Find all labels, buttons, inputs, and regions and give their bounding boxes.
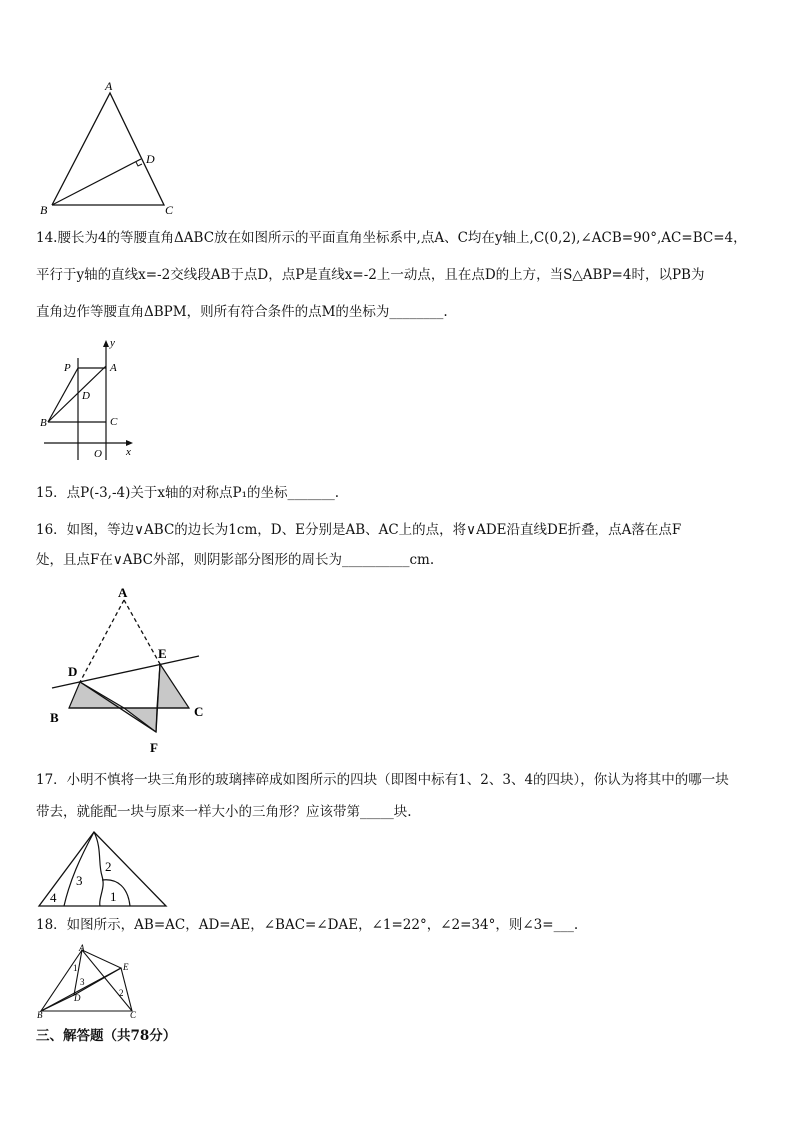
question-15: 15．点P(-3,-4)关于x轴的对称点P₁的坐标_______.	[36, 485, 340, 501]
label-y: y	[110, 338, 115, 349]
piece-4-label: 4	[50, 890, 57, 905]
angle-2-label: 2	[119, 988, 124, 998]
label-D: D	[74, 993, 81, 1003]
label-F: F	[150, 740, 158, 755]
label-B: B	[40, 417, 47, 429]
label-B: B	[50, 710, 59, 725]
label-C: C	[165, 203, 174, 217]
label-E: E	[158, 646, 167, 661]
question-14-line-1: 14.腰长为4的等腰直角ΔABC放在如图所示的平面直角坐标系中,点A、C均在y轴上,C(0,2),∠ACB=90°,AC=BC=4，	[36, 230, 747, 246]
figure-18-triangles	[36, 942, 146, 1018]
label-D: D	[68, 664, 78, 679]
label-A: A	[105, 79, 113, 93]
label-P: P	[64, 362, 71, 374]
label-O: O	[94, 448, 102, 460]
question-14-line-2: 平行于y轴的直线x=-2交线段AB于点D，点P是直线x=-2上一动点，且在点D的上方，当S△ABP=4时，以PB为	[36, 267, 705, 283]
figure-16-fold	[44, 582, 224, 757]
piece-3-label: 3	[76, 873, 83, 888]
label-A: A	[110, 362, 117, 374]
piece-1-label: 1	[110, 889, 117, 904]
label-D: D	[82, 390, 90, 402]
label-D: D	[146, 152, 155, 166]
question-14-line-3: 直角边作等腰直角ΔBPM，则所有符合条件的点M的坐标为________.	[36, 304, 448, 320]
figure-17-broken-triangle	[36, 828, 171, 910]
angle-3-label: 3	[80, 977, 85, 987]
figure-14-coordinate-plane	[36, 338, 146, 463]
question-17-line-1: 17．小明不慎将一块三角形的玻璃摔碎成如图所示的四块（即图中标有1、2、3、4的四块），你认为将其中的哪一块	[36, 772, 729, 788]
label-A: A	[79, 943, 85, 953]
label-x: x	[126, 446, 131, 458]
angle-1-label: 1	[73, 963, 78, 973]
question-16-line-1: 16．如图，等边∨ABC的边长为1cm，D、E分别是AB、AC上的点，将∨ADE沿直线DE折叠，点A落在点F	[36, 522, 682, 538]
label-C: C	[110, 416, 118, 428]
figure-13-triangle	[36, 76, 186, 221]
label-C: C	[130, 1010, 137, 1018]
question-17-line-2: 带去，就能配一块与原来一样大小的三角形？应该带第_____块.	[36, 804, 412, 820]
label-B: B	[40, 203, 48, 217]
section-heading: 三、解答题（共78分）	[36, 1028, 177, 1044]
label-C: C	[194, 704, 204, 719]
piece-2-label: 2	[105, 859, 112, 874]
label-B: B	[37, 1010, 43, 1018]
label-E: E	[123, 962, 129, 972]
label-A: A	[118, 585, 128, 600]
question-16-line-2: 处，且点F在∨ABC外部，则阴影部分图形的周长为__________cm.	[36, 552, 435, 568]
question-18: 18．如图所示，AB=AC，AD=AE，∠BAC=∠DAE，∠1=22°，∠2=34°，则∠3=___.	[36, 917, 579, 933]
